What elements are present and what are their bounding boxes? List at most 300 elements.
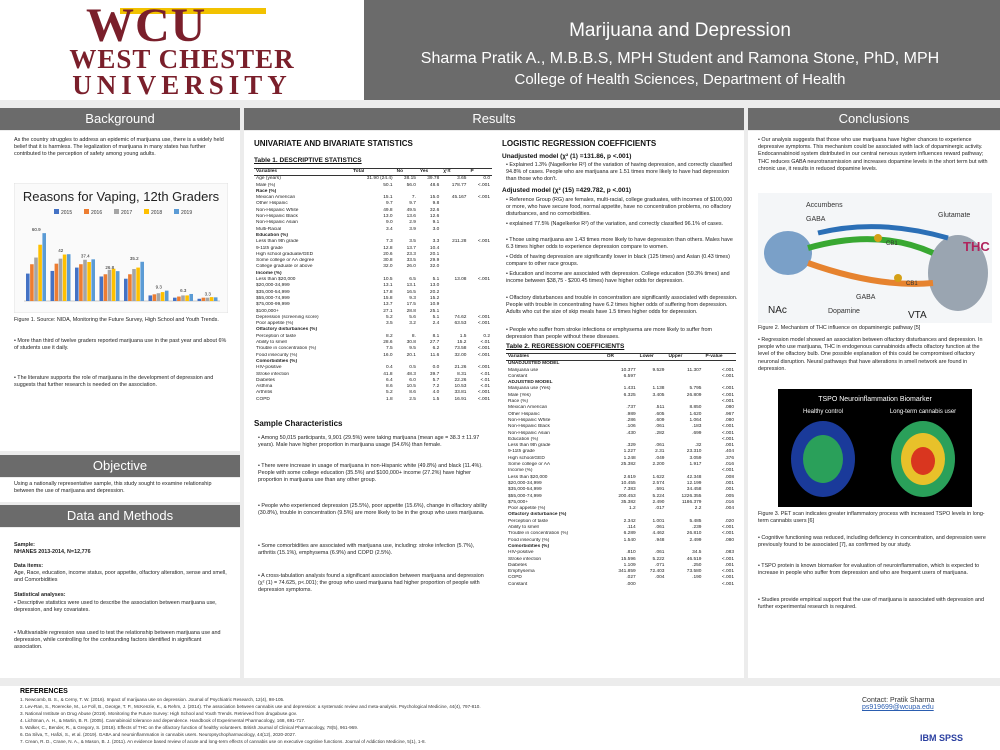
table2-cell: .609 <box>655 417 665 423</box>
table2-cell: .027 <box>626 575 636 581</box>
table1-cell: Arthritis <box>256 390 273 396</box>
table2-cell: .061 <box>655 443 665 449</box>
table1-cell: $20,000-34,999 <box>256 283 290 289</box>
table1-cell: Diabetes <box>256 377 275 383</box>
table1-cell: Asthma <box>256 384 273 390</box>
contact-email[interactable]: ps919699@wcupa.edu <box>862 704 934 711</box>
table1-cell: 3.65 <box>457 176 467 182</box>
table1-cell: 39.7 <box>429 371 440 377</box>
table2-cell: .001 <box>724 443 734 449</box>
cb1-receptor <box>874 234 882 242</box>
table1-cell: 1.5 <box>432 396 440 402</box>
table2-cell: Some college or AA <box>508 462 551 468</box>
table1-cell: College graduate or above <box>256 264 313 270</box>
table2-cell: 1.620 <box>689 411 702 417</box>
table1-cell: 13.6 <box>406 214 416 220</box>
table1-cell: 5.1 <box>432 277 440 283</box>
table1-cell: 15.2 <box>429 295 440 301</box>
items-value: Age, Race, education, income status, poor appetite, olfactory alteration, sense and smell, and Comorbidities <box>14 570 227 584</box>
conclusion-bullet-4: • TSPO protein is known biomarker for evaluation of neuroinflammation, which is expected to increase in people who suffer from depression and who are frequent users of marijuana. <box>758 563 980 577</box>
table1-cell: $75,000-99,999 <box>256 302 290 308</box>
fig3-caption: Figure 3. PET scan indicates greater inflammatory process with increased TSPO levels in long-term cannabis users [6] <box>758 511 985 525</box>
table2-cell: .329 <box>626 443 636 449</box>
bar-g6-s4 <box>189 294 193 301</box>
background-heading: Background <box>0 108 240 130</box>
table2-cell: <.001 <box>721 468 734 474</box>
table2-cell: 6.597 <box>623 373 636 379</box>
legend-swatch-2019 <box>174 209 179 214</box>
table1-cell: Comorbidities (%) <box>256 358 298 364</box>
bar-data-label: 9.3 <box>155 284 162 290</box>
table1-cell: 3.3 <box>432 239 440 245</box>
table1-cell: 32.0 <box>429 264 440 270</box>
bar-g1-s1 <box>55 264 59 301</box>
table2-cell: 5.224 <box>652 493 665 499</box>
label-thc: THC <box>963 239 990 254</box>
bar-g6-s3 <box>185 295 189 301</box>
bar-g7-s2 <box>206 298 210 301</box>
table2-cell: .250 <box>692 562 702 568</box>
table1-cell: <.001 <box>477 182 490 188</box>
table2-cell: .286 <box>626 417 636 423</box>
table2-header-3: Upper <box>666 354 703 361</box>
table2-cell: 23.310 <box>686 449 702 455</box>
table2-cell: 12.199 <box>686 480 702 486</box>
label-cb1-b: CB1 <box>906 281 918 287</box>
bar-g3-s4 <box>116 271 120 301</box>
table1-cell: Olfactory disturbances (%) <box>256 327 318 333</box>
table1-cell: 0.5 <box>409 365 416 371</box>
label-glutamate: Glutamate <box>938 212 971 219</box>
adjusted-bullet-5: • Education and income are associated with depression. College education (59.3% times) and income between $38,75 - $200.45 times) have higher odds for depression. <box>506 271 730 285</box>
table2-cell: Food insecurity (%) <box>508 537 550 543</box>
table2-cell: 15.596 <box>621 556 636 562</box>
table1-cell: Race (%) <box>256 188 277 194</box>
adjusted-bullet-4: • Odds of having depression are significantly lower in black (125 times) and Asian (0.43 times) compare to other race groups. <box>506 254 730 268</box>
sample-bullet-4: • Some comorbidities are associated with marijuana use, including: stroke infection (5.7%), arthritis (15.1%), emphysema (6.9%) and COPD (2.5%). <box>258 543 475 557</box>
table1-cell: <.01 <box>480 384 490 390</box>
table1-cell: 9.5 <box>409 346 416 352</box>
table1-cell: 20.1 <box>406 352 416 358</box>
methods-panel <box>0 528 240 678</box>
table1-cell: 33.5 <box>406 258 416 264</box>
table2-cell <box>605 361 638 368</box>
table1-cell: COPD <box>256 396 270 402</box>
table1-cell: 33.81 <box>454 390 467 396</box>
table2-cell: .061 <box>655 550 665 556</box>
table1-cell: 0.2 <box>483 333 490 339</box>
table1-cell: 8. <box>411 333 416 339</box>
sample-characteristics-heading: Sample Characteristics <box>254 419 343 428</box>
table2-cell: 5.222 <box>652 556 665 562</box>
table1-cell: 13.08 <box>454 277 467 283</box>
reference-item: 6. Da Silva, T., Hafizi, S., et al. (2019). GABA and neuroinflammation in cannabis users. Neuropsychopharmacology, 44(12), 2020-2027. <box>20 732 297 737</box>
table2-cell: 2.499 <box>689 537 702 543</box>
table1-cell: <.001 <box>477 346 490 352</box>
table2-cell: $35,000-54,999 <box>508 487 542 493</box>
table1-cell: <.001 <box>477 277 490 283</box>
bar-data-label: 60.9 <box>31 227 41 233</box>
chart-title: Reasons for Vaping, 12th Graders <box>22 189 220 204</box>
table1-cell: 30.8 <box>406 340 416 346</box>
table2-cell: 2.619 <box>623 474 636 480</box>
table2-cell: <.001 <box>721 569 734 575</box>
sample-bullet-3: • People who experienced depression (25.5%), poor appetite (15.6%), change in olfactory ability (30.8%), trouble in concentration (9.5%) are more likely to be in the group who uses marijuana. <box>258 503 488 517</box>
contact-label: Contact: Pratik Sharma <box>862 697 935 704</box>
table1-cell: 23.3 <box>406 251 416 257</box>
table2-cell: 1186.379 <box>681 499 702 505</box>
table1-cell: 9.3 <box>409 295 416 301</box>
background-panel <box>0 131 240 451</box>
table2-cell: .239 <box>692 525 702 531</box>
table1-cell: <.01 <box>480 377 490 383</box>
table1-cell: 3.0 <box>432 226 440 232</box>
table2-cell: .737 <box>626 405 636 411</box>
table2-cell: 2.200 <box>652 462 665 468</box>
items-label: Data items: <box>14 563 44 569</box>
bar-g7-s3 <box>210 297 214 301</box>
logo-line-2: UNIVERSITY <box>72 70 292 100</box>
table2-cell: 34.5 <box>692 550 702 556</box>
table1-cell: Education (%) <box>256 232 288 238</box>
table2-cell: 6.289 <box>623 531 636 537</box>
table2-cell: 5.795 <box>689 386 702 392</box>
table1-cell: HIV-positive <box>256 365 282 371</box>
table2-cell: 2.490 <box>652 499 665 505</box>
table2-cell: Male (Yes) <box>508 392 531 398</box>
bar-g5-s3 <box>161 292 165 301</box>
poster-college: College of Health Sciences, Department of Health <box>514 71 846 88</box>
table1-cell: 26.0 <box>406 264 416 270</box>
table2-cell: 42.348 <box>686 474 702 480</box>
table1-cell: 7.3 <box>385 239 393 245</box>
background-intro: As the country struggles to address an epidemic of marijuana use, there is a widely held belief that it is harmless. The legalization of marijuana in many states has further contributed to the perception of safety among young adults. <box>14 137 224 158</box>
table1-cell: 25.1 <box>429 308 440 314</box>
table2-cell: Non-Hispanic Asian <box>508 430 550 436</box>
table2-cell: 4.462 <box>652 531 665 537</box>
table2-cell: 1.431 <box>623 386 636 392</box>
table1-header-1: Total <box>351 169 395 176</box>
bar-g2-s4 <box>91 259 95 301</box>
table1-cell: 2.9 <box>409 220 416 226</box>
table1-cell: 9.7 <box>385 201 393 207</box>
bar-g3-s2 <box>108 270 112 301</box>
table2-cell: <.001 <box>721 424 734 430</box>
table2-cell: .061 <box>655 424 665 430</box>
table1-cell: 8.1 <box>432 333 440 339</box>
unadjusted-bullet: • Explained 1.3% (Nagelkerke R²) of the variation of having depression, and correctly classified 94.8% of cases. People who are marijuana are 1.51 times more likely to have had depression than those who don't. <box>506 162 733 183</box>
table1-cell: 22.26 <box>454 377 467 383</box>
table2-cell: Diabetes <box>508 562 527 568</box>
bar-data-label: 26.8 <box>105 265 115 271</box>
adjusted-bullet-1: • Reference Group (RG) are females, multi-racial, college graduates, with incomes of $100,000 or more, who have secure food, normal appetite, have no concentration problems, no olfactory disturbances, and no comorbidities. <box>506 197 733 218</box>
table1-cell: 6.5 <box>409 277 416 283</box>
table1-title: Table 1. DESCRIPTIVE STATISTICS <box>254 157 362 164</box>
table1-cell: 17.5 <box>406 302 416 308</box>
table2-cell: .017 <box>655 506 665 512</box>
table1-cell: 13.0 <box>383 214 393 220</box>
bar-g0-s1 <box>30 264 34 301</box>
stats-bullet-2: • Multivariable regression was used to test the relationship between marijuana use and depression, while controlling for the confounding factors identified in significant association. <box>14 630 221 651</box>
table1-cell: 56.0 <box>406 182 416 188</box>
univariate-title: UNIVARIATE AND BIVARIATE STATISTICS <box>254 139 413 148</box>
table2-cell: 7.383 <box>623 487 636 493</box>
pet-scan-figure <box>778 389 972 507</box>
table1-cell: Age (years) <box>256 176 281 182</box>
table2-cell: .008 <box>724 474 734 480</box>
table2-cell: <.001 <box>721 373 734 379</box>
table2-cell: <.001 <box>721 531 734 537</box>
table2-cell: Constant <box>508 373 528 379</box>
logistic-title: LOGISTIC REGRESSION COEFFICIENTS <box>502 139 657 148</box>
table2-cell: 11.307 <box>687 367 702 373</box>
label-gaba-1: GABA <box>806 216 826 223</box>
table1-cell: Stroke infection <box>256 371 290 377</box>
bar-g0-s0 <box>26 274 30 301</box>
table2-cell: 35.382 <box>621 499 636 505</box>
bar-g1-s2 <box>59 259 63 301</box>
table1-cell: 30.8 <box>383 258 393 264</box>
table1-cell: 31.90 (24.4) <box>366 176 393 182</box>
table2-cell: $55,000-74,999 <box>508 493 542 499</box>
table1-cell: 12.6 <box>429 214 440 220</box>
table2-cell: .080 <box>724 537 734 543</box>
table1-cell: Poor appetite (%) <box>256 321 294 327</box>
table1-cell: 9-11th grade <box>256 245 283 251</box>
cb1-receptor-2 <box>894 274 902 282</box>
table2-cell: 73.580 <box>686 569 702 575</box>
table1-cell: 10.53 <box>454 384 467 390</box>
table1-cell: $55,000-74,999 <box>256 295 290 301</box>
table2-cell: .083 <box>724 550 734 556</box>
table1-cell: <.01 <box>480 371 490 377</box>
table1-cell: 13.7 <box>383 302 393 308</box>
table2-cell: Constant <box>508 581 528 587</box>
legend-swatch-2018 <box>144 209 149 214</box>
table1-cell: 6.2 <box>432 346 440 352</box>
bar-g5-s2 <box>157 293 161 301</box>
adjusted-label: Adjusted model (χ² (15) =429.782, p <.001) <box>502 187 632 194</box>
reference-item: 4. Lichtman, A. H., & Martin, B. R. (2005). Cannabinoid tolerance and dependence. Handbook of Experimental Pharmacology, 168, 691-717. <box>20 718 306 723</box>
conclusion-bullet-5: • Studies provide empirical support that the use of marijuana is associated with depression and further experimental research is required. <box>758 597 985 611</box>
bar-g1-s3 <box>63 255 67 301</box>
logo-line-1: WEST CHESTER <box>69 44 295 74</box>
table1-cell: 3.5 <box>385 321 393 327</box>
table2-cell <box>703 361 736 368</box>
table1-cell: 13.1 <box>406 283 416 289</box>
table2-cell: 1.248 <box>623 455 636 461</box>
table1-cell: Perception of taste <box>256 333 296 339</box>
table2-cell: 2.574 <box>652 480 665 486</box>
reference-item: 2. Lev-Ran, S., Roerecke, M., Le Foll, B., George, T. P., McKenzie, K., & Rehm, J. (2014). The association between cannabis use and depression: a systematic review and meta-analysis. Psychological Medicine, 44(4), 797-810. <box>20 704 481 709</box>
table1-cell: Mexican American <box>256 195 296 201</box>
table1-cell: 17.8 <box>383 289 393 295</box>
bar-g2-s2 <box>83 260 87 301</box>
table2-cell: Perception of taste <box>508 518 548 524</box>
table1-cell: 3.9 <box>409 226 416 232</box>
sample-bullet-1: • Among 50,015 participants, 9,901 (29.5%) were taking marijuana (mean age = 38.3 ± 11.97 years). Male have higher proportion in marijuana usage (54.6%) than female. <box>258 435 480 449</box>
table2-cell: .810 <box>626 550 636 556</box>
table1-cell: High school graduate/GED <box>256 251 314 257</box>
bar-data-label: 37.4 <box>80 253 90 259</box>
table2-cell: .001 <box>724 487 734 493</box>
reference-item: 5. Walker, C., Bender, R., & Gregory, S. (2018). Effects of THC on the olfactory function of healthy volunteers. British Journal of Clinical Pharmacology, 78(5), 961-969. <box>20 725 359 730</box>
objective-text: Using a nationally representative sample, this study sought to examine relationship between the use of marijuana and depression. <box>14 481 212 495</box>
table1-header-3: Yes <box>418 169 441 176</box>
table1-cell: 20.6 <box>383 251 393 257</box>
results-panel <box>244 131 744 678</box>
table1-cell: 0.0 <box>483 176 490 182</box>
table1-cell: 20.2 <box>429 289 440 295</box>
table1 <box>254 168 492 403</box>
table2-cell: <.001 <box>721 386 734 392</box>
table2-cell: Race (%) <box>508 399 528 405</box>
table1-cell: 28.6 <box>383 340 393 346</box>
bar-data-label: 6.3 <box>180 287 187 293</box>
bar-g4-s4 <box>140 262 144 301</box>
table2-cell: Education (%) <box>508 436 539 442</box>
table1-cell: 32.6 <box>429 207 440 213</box>
table1-cell: 48.3 <box>406 371 416 377</box>
table1-cell: 4.0 <box>432 390 440 396</box>
contact-block <box>862 697 992 711</box>
table1-cell: 15.1 <box>383 195 393 201</box>
adjusted-bullet-3: • Those using marijuana are 1.43 times more likely to have depression than others. Males have 6.3 times higher odds to experience depression compare to women. <box>506 237 733 251</box>
bar-g2-s3 <box>87 262 91 301</box>
adjusted-bullet-7: • People who suffer from stroke infections or emphysema are more likely to suffer from depression than people without these diseases. <box>506 327 713 341</box>
table1-cell: 9.0 <box>385 220 393 226</box>
sample-label: Sample: <box>14 542 35 548</box>
table2-cell: .183 <box>692 424 702 430</box>
table2-cell <box>638 361 667 368</box>
bar-g3-s1 <box>104 274 108 301</box>
bar-g5-s1 <box>153 294 157 301</box>
university-logo <box>0 0 364 100</box>
table1-cell: 16.0 <box>383 352 393 358</box>
bar-data-label: 3.3 <box>204 291 211 297</box>
table2-cell: .061 <box>655 525 665 531</box>
table2-cell: Comorbidities (%) <box>508 543 550 549</box>
bar-g4-s1 <box>128 274 132 301</box>
conclusions-heading: Conclusions <box>748 108 1000 130</box>
table1-cell: Non-Hispanic Black <box>256 214 298 220</box>
table1-cell: 1.8 <box>385 396 393 402</box>
pet-title: TSPO Neuroinflammation Biomarker <box>818 396 932 403</box>
table2-cell: 1.109 <box>623 562 636 568</box>
table2-cell: Other Hispanic <box>508 411 540 417</box>
table1-cell: 5.7 <box>432 377 440 383</box>
table1-cell: 5.1 <box>432 314 440 320</box>
table1-cell: 3.2 <box>409 321 416 327</box>
bar-g4-s0 <box>124 279 128 301</box>
table2-cell: .106 <box>626 424 636 430</box>
table1-cell: 73.58 <box>454 346 467 352</box>
table1-cell: Ability to smell <box>256 340 287 346</box>
table1-cell: 12.8 <box>383 245 393 251</box>
legend-label-2015: 2015 <box>61 210 73 216</box>
legend-label-2017: 2017 <box>121 210 133 216</box>
table1-cell: 1.5 <box>459 333 467 339</box>
table2-cell <box>666 361 703 368</box>
reference-item: 3. National Institute on Drug Abuse (2019). Monitoring the Future Survey: High School and Youth Trends. Retrieved from drugabuse.gov. <box>20 711 297 716</box>
table2-cell: Poor appetite (%) <box>508 506 546 512</box>
table2-cell: <.001 <box>721 392 734 398</box>
table2-cell: .282 <box>655 430 665 436</box>
legend-label-2018: 2018 <box>151 210 163 216</box>
table1-cell: 7.2 <box>432 384 440 390</box>
table2-cell: 10.455 <box>621 480 636 486</box>
table2-cell: ADJUSTED MODEL <box>508 380 553 386</box>
nac-region <box>764 231 812 275</box>
table2-cell: Non-Hispanic White <box>508 417 551 423</box>
conclusion-bullet-3: • Cognitive functioning was reduced, including deficiency in concentration, and depression were previously found to be associated [7], as confirmed by our study. <box>758 535 986 549</box>
table1-cell: <.001 <box>477 239 490 245</box>
table2-cell: Non-Hispanic Black <box>508 424 550 430</box>
table1-cell: 13.0 <box>429 283 440 289</box>
table2-cell: 5.485 <box>689 518 702 524</box>
table1-cell: Depression (screening score) <box>256 314 319 320</box>
table2-header-4: P-value <box>703 354 736 361</box>
table2-cell: .404 <box>724 449 734 455</box>
table1-cell: 5.2 <box>385 314 393 320</box>
table1-row <box>254 176 492 183</box>
bar-g4-s3 <box>136 268 140 301</box>
table2-cell: 1.138 <box>652 386 665 392</box>
chart-caption: Figure 1. Source: NIDA, Monitoring the Future Survey, High School and Youth Trends. <box>14 317 219 323</box>
bar-g6-s0 <box>173 298 177 301</box>
table1-cell: Male (%) <box>256 182 276 188</box>
table2-row <box>506 582 736 588</box>
legend-label-2019: 2019 <box>181 210 193 216</box>
table2-cell: 8.850 <box>689 405 702 411</box>
table1-cell: 10.5 <box>383 277 393 283</box>
table1-cell: 27.1 <box>383 308 393 314</box>
table2-header-2: Lower <box>638 354 667 361</box>
table2-cell: 2.342 <box>623 518 636 524</box>
table2-cell: Less than $20,000 <box>508 474 548 480</box>
table1-cell: <.001 <box>477 365 490 371</box>
table2-cell <box>666 582 703 588</box>
table1-cell: 29.9 <box>429 258 440 264</box>
dopamine-pathway-figure <box>758 193 992 323</box>
bar-g2-s0 <box>75 268 79 301</box>
table1-cell: 63.53 <box>454 321 467 327</box>
table1-cell: 0.0 <box>432 365 440 371</box>
table1-cell: 9.1 <box>432 220 440 226</box>
table2-cell: Marijuana use (Yes) <box>508 386 551 392</box>
background-bullet-2: • The literature supports the role of marijuana in the development of depression and suggests that further research is needed on the association. <box>14 375 214 389</box>
table1-cell: Non-Hispanic Asian <box>256 220 298 226</box>
table2-cell: .071 <box>655 562 665 568</box>
table2-cell: .430 <box>626 430 636 436</box>
bar-g3-s0 <box>100 276 104 301</box>
table2-cell: .004 <box>724 506 734 512</box>
adjusted-bullet-2: • explained 77.5% (Nagelkerke R²) of the variation, and correctly classified 96.1% of cases. <box>506 221 724 227</box>
table2-cell: .511 <box>655 405 665 411</box>
table2-cell: 2.2 <box>694 506 702 512</box>
table1-cell: 13.1 <box>383 283 393 289</box>
poster-title: Marijuana and Depression <box>569 20 791 41</box>
table2-cell: 26.810 <box>686 531 702 537</box>
conclusions-panel <box>748 131 1000 678</box>
table1-cell: <.001 <box>477 195 490 201</box>
table2-cell: Less than 9th grade <box>508 443 551 449</box>
table1-cell: 9.8 <box>432 201 440 207</box>
table1-header-4: χ²/t <box>441 169 468 176</box>
table1-cell: <.001 <box>477 352 490 358</box>
table2-cell: 72.403 <box>649 569 665 575</box>
table1-cell: 9.7 <box>409 201 416 207</box>
